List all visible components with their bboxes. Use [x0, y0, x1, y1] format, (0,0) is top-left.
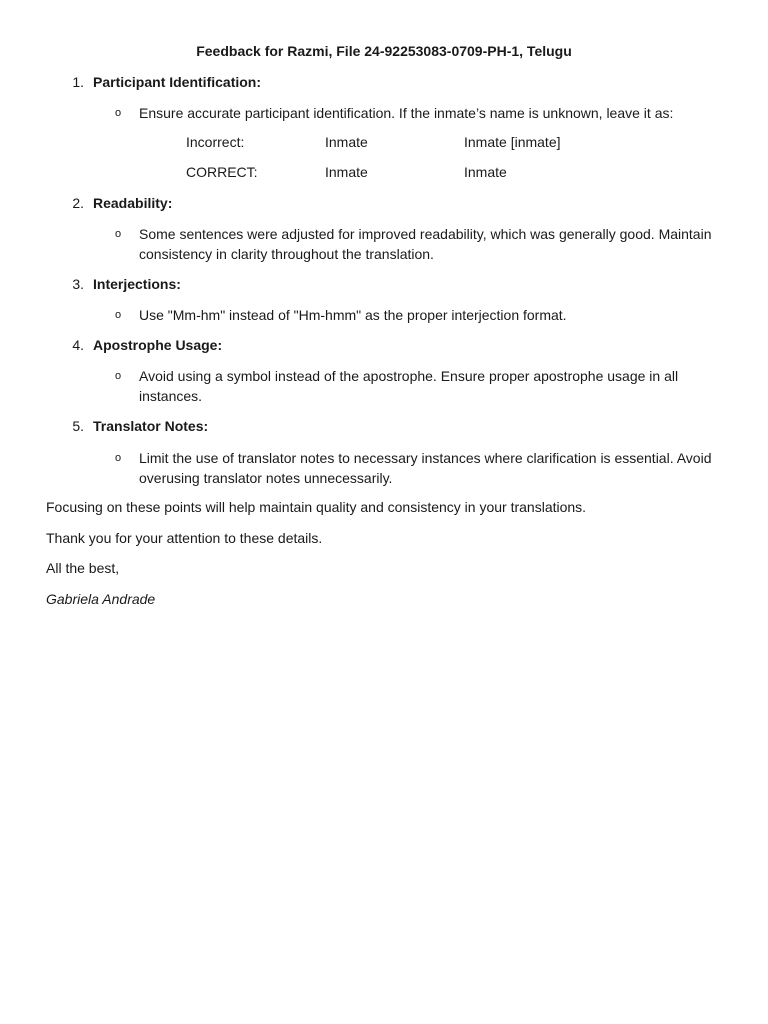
bullet-marker: o [115, 228, 122, 240]
item-number: 2. [72, 195, 84, 211]
example-value: Inmate [inmate] [464, 134, 561, 150]
item-heading: Readability: [93, 195, 173, 211]
example-value: Inmate [464, 164, 507, 180]
item-number: 5. [72, 418, 84, 434]
item-heading: Participant Identification: [93, 74, 262, 90]
bullet-marker: o [115, 309, 122, 321]
thanks-paragraph: Thank you for your attention to these details. [46, 530, 323, 546]
signature: Gabriela Andrade [46, 591, 156, 607]
bullet-marker: o [115, 370, 122, 382]
item-heading: Interjections: [93, 276, 181, 292]
bullet-marker: o [115, 107, 122, 119]
item-bullet-text: Use "Mm-hm" instead of "Hm-hmm" as the proper interjection format. [139, 307, 567, 323]
bullet-marker: o [115, 452, 122, 464]
item-bullet-text: Limit the use of translator notes to necessary instances where clarification is essential. Avoid overusing translator notes unnecessarily. [139, 450, 712, 486]
document-title: Feedback for Razmi, File 24-92253083-0709-PH-1, Telugu [196, 43, 572, 59]
example-label-incorrect: Incorrect: [186, 134, 245, 150]
example-label-correct: CORRECT: [186, 164, 258, 180]
item-number: 3. [72, 276, 84, 292]
item-heading: Translator Notes: [93, 418, 209, 434]
item-bullet-text: Ensure accurate participant identification. If the inmate’s name is unknown, leave it as: [139, 105, 674, 121]
example-value: Inmate [325, 134, 368, 150]
item-bullet-text: Avoid using a symbol instead of the apostrophe. Ensure proper apostrophe usage in all instances. [139, 368, 679, 404]
item-number: 4. [72, 337, 84, 353]
item-bullet-text: Some sentences were adjusted for improved readability, which was generally good. Maintain consistency in clarity throughout the translation. [139, 226, 712, 262]
example-value: Inmate [325, 164, 368, 180]
item-heading: Apostrophe Usage: [93, 337, 223, 353]
signoff: All the best, [46, 560, 120, 576]
closing-paragraph: Focusing on these points will help maintain quality and consistency in your translations. [46, 499, 587, 515]
item-number: 1. [72, 74, 84, 90]
